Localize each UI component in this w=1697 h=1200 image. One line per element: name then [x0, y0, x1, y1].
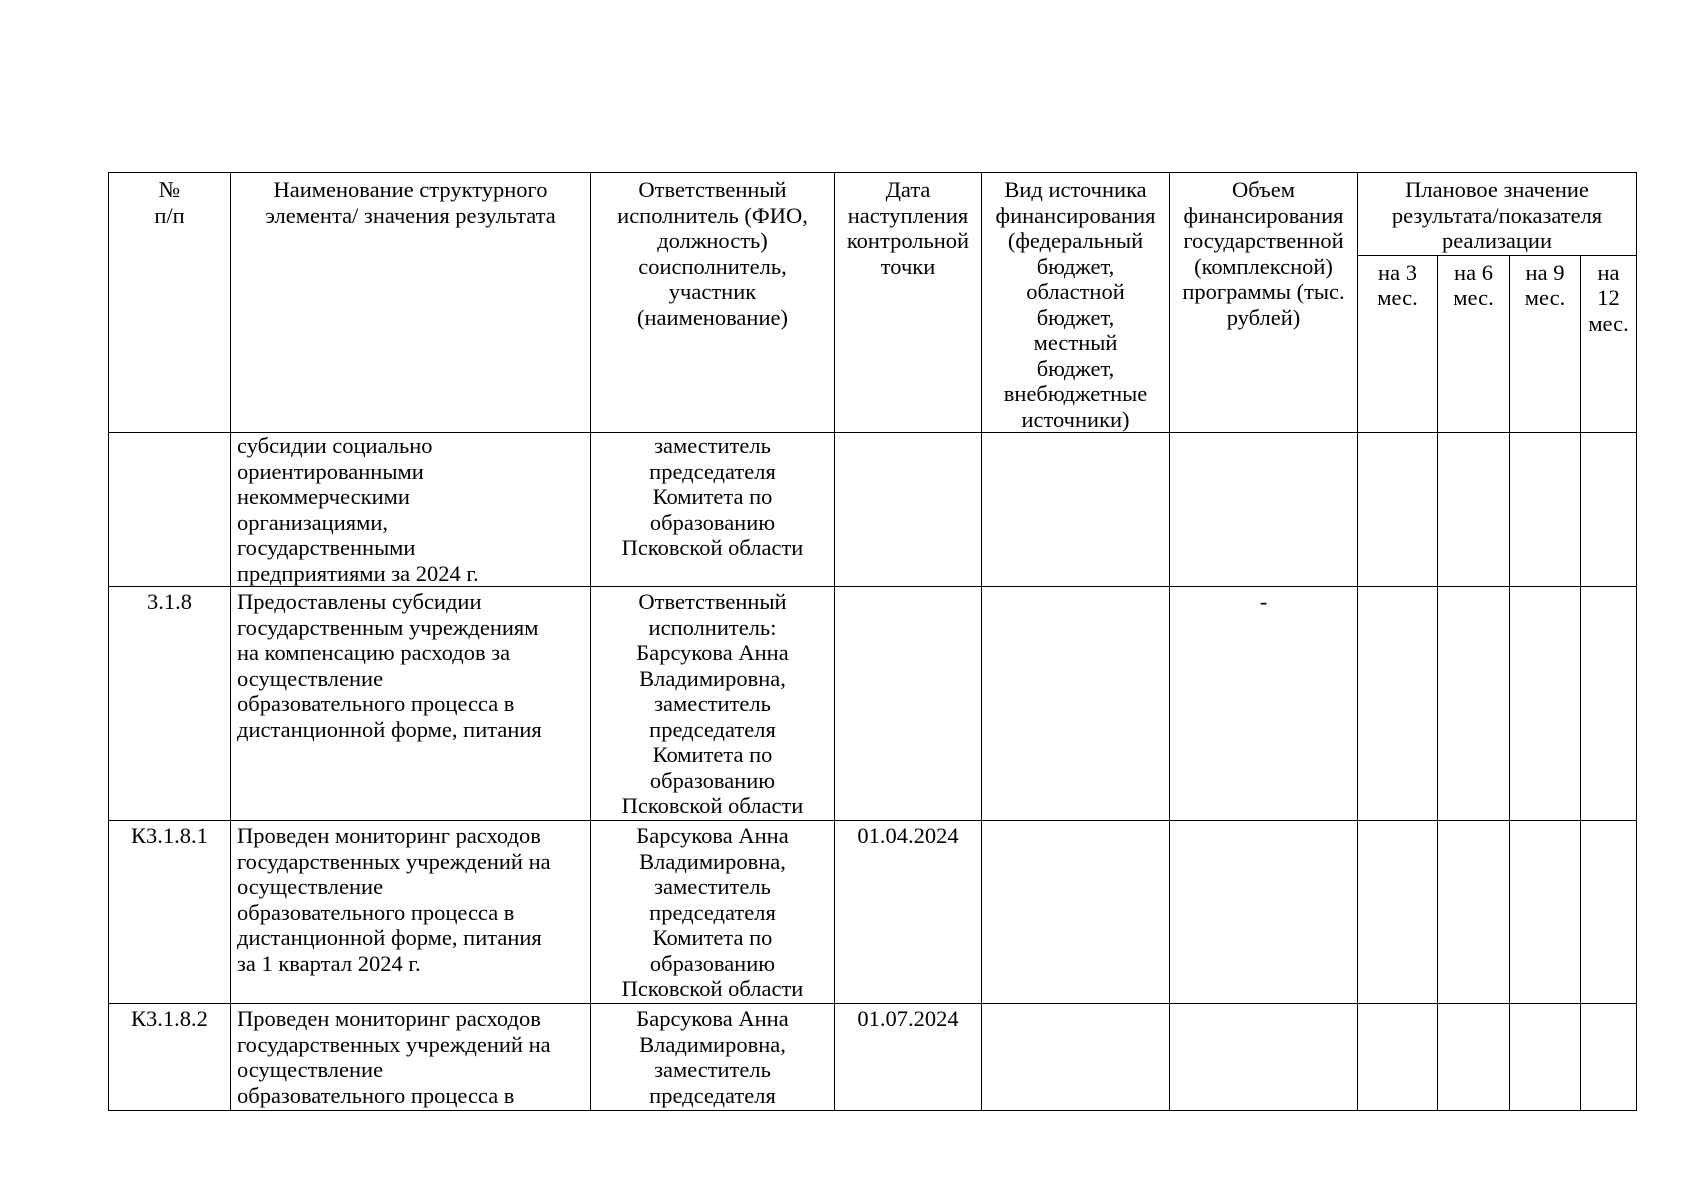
cell-name: субсидии социально ориентированными некоммерческими организациями, государственными предприятиями за 2024 г. — [231, 433, 591, 587]
cell-responsible: заместитель председателя Комитета по образованию Псковской области — [591, 433, 835, 587]
cell-source — [982, 587, 1170, 821]
cell-date: 01.07.2024 — [835, 1004, 982, 1111]
cell-6-months — [1438, 821, 1510, 1004]
header-volume: Объем финансирования государственной (комплексной) программы (тыс. рублей) — [1170, 173, 1358, 433]
cell-source — [982, 821, 1170, 1004]
cell-date — [835, 587, 982, 821]
cell-9-months — [1510, 587, 1581, 821]
header-9-months: на 9 мес. — [1510, 255, 1581, 432]
header-12-months: на 12 мес. — [1581, 255, 1637, 432]
cell-name: Проведен мониторинг расходов государственных учреждений на осуществление образовательного процесса в дистанционной форме, питания за 1 квартал 2024 г. — [231, 821, 591, 1004]
cell-3-months — [1358, 821, 1438, 1004]
table-row — [109, 587, 1637, 821]
cell-3-months — [1358, 1004, 1438, 1111]
table-row — [109, 1004, 1637, 1111]
cell-responsible: Барсукова Анна Владимировна, заместитель председателя Комитета по образованию Псковской области — [591, 821, 835, 1004]
header-6-months: на 6 мес. — [1438, 255, 1510, 432]
header-responsible: Ответственный исполнитель (ФИО, должность) соисполнитель, участник (наименование) — [591, 173, 835, 433]
cell-6-months — [1438, 433, 1510, 587]
cell-name: Предоставлены субсидии государственным учреждениям на компенсацию расходов за осуществление образовательного процесса в дистанционной форме, питания — [231, 587, 591, 821]
header-source: Вид источника финансирования (федеральный бюджет, областной бюджет, местный бюджет, внебюджетные источники) — [982, 173, 1170, 433]
cell-6-months — [1438, 1004, 1510, 1111]
cell-volume — [1170, 821, 1358, 1004]
cell-responsible: Ответственный исполнитель: Барсукова Анна Владимировна, заместитель председателя Комитета по образованию Псковской области — [591, 587, 835, 821]
cell-12-months — [1581, 1004, 1637, 1111]
cell-date — [835, 433, 982, 587]
header-date: Дата наступления контрольной точки — [835, 173, 982, 433]
cell-3-months — [1358, 433, 1438, 587]
cell-12-months — [1581, 821, 1637, 1004]
header-name: Наименование структурного элемента/ значения результата — [231, 173, 591, 433]
table-row — [109, 433, 1637, 587]
cell-date: 01.04.2024 — [835, 821, 982, 1004]
cell-num: К3.1.8.2 — [109, 1004, 231, 1111]
cell-num — [109, 433, 231, 587]
cell-9-months — [1510, 433, 1581, 587]
cell-responsible: Барсукова Анна Владимировна, заместитель председателя — [591, 1004, 835, 1111]
cell-12-months — [1581, 433, 1637, 587]
cell-volume: - — [1170, 587, 1358, 821]
header-planned: Плановое значение результата/показателя реализации — [1358, 173, 1637, 256]
cell-6-months — [1438, 587, 1510, 821]
header-3-months: на 3 мес. — [1358, 255, 1438, 432]
plan-table — [108, 172, 1637, 1111]
cell-9-months — [1510, 821, 1581, 1004]
cell-source — [982, 1004, 1170, 1111]
cell-12-months — [1581, 587, 1637, 821]
cell-name: Проведен мониторинг расходов государственных учреждений на осуществление образовательного процесса в — [231, 1004, 591, 1111]
table-row — [109, 821, 1637, 1004]
cell-num: 3.1.8 — [109, 587, 231, 821]
cell-volume — [1170, 1004, 1358, 1111]
cell-source — [982, 433, 1170, 587]
cell-volume — [1170, 433, 1358, 587]
header-num: № п/п — [109, 173, 231, 433]
header-row — [109, 173, 1637, 256]
cell-num: К3.1.8.1 — [109, 821, 231, 1004]
cell-9-months — [1510, 1004, 1581, 1111]
cell-3-months — [1358, 587, 1438, 821]
